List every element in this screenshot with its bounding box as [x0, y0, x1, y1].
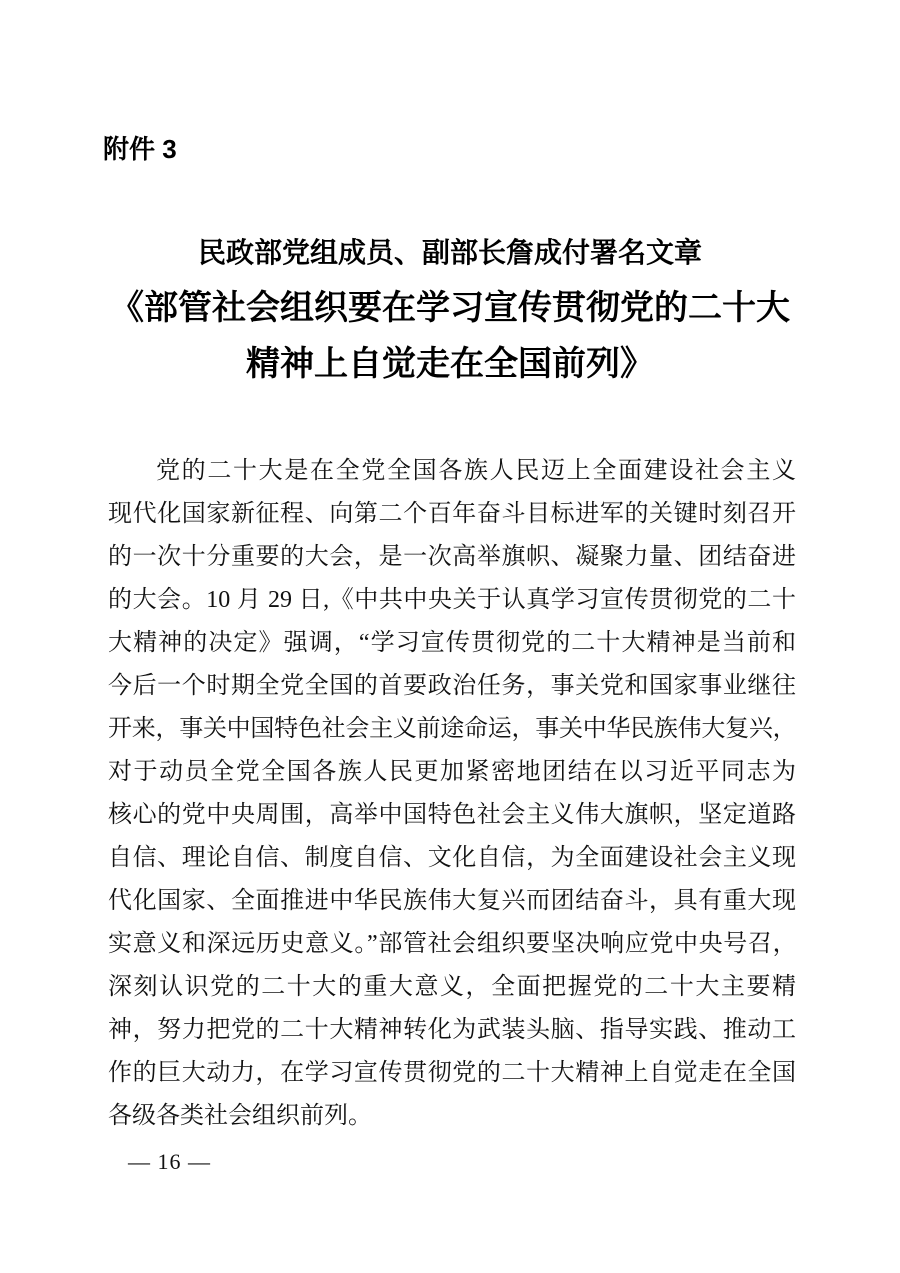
body-line: 实意义和深远历史意义。”部管社会组织要坚决响应党中央号召， — [108, 931, 796, 957]
body-line: 深刻认识党的二十大的重大意义，全面把握党的二十大主要精 — [108, 974, 796, 1000]
body-line: 的大会。10 月 29 日,《中共中央关于认真学习宣传贯彻党的二十 — [108, 587, 796, 613]
body-line: 大精神的决定》强调，“学习宣传贯彻党的二十大精神是当前和 — [108, 630, 796, 656]
body-line: 现代化国家新征程、向第二个百年奋斗目标进军的关键时刻召开 — [108, 501, 796, 527]
body-line: 各级各类社会组织前列。 — [108, 1103, 372, 1129]
article-title-line-1: 《部管社会组织要在学习宣传贯彻党的二十大 — [110, 290, 790, 327]
page-number: — 16 — — [128, 1149, 211, 1174]
body-line: 自信、理论自信、制度自信、文化自信，为全面建设社会主义现 — [108, 845, 796, 871]
body-line: 核心的党中央周围，高举中国特色社会主义伟大旗帜，坚定道路 — [108, 802, 796, 828]
article-title — [0, 281, 900, 393]
body-line: 今后一个时期全党全国的首要政治任务，事关党和国家事业继往 — [108, 673, 796, 699]
body-line: 党的二十大是在全党全国各族人民迈上全面建设社会主义 — [156, 458, 796, 484]
attachment-label: 附件 3 — [103, 134, 177, 164]
article-byline: 民政部党组成员、副部长詹成付署名文章 — [197, 237, 702, 268]
article-body — [108, 450, 796, 1138]
body-line: 开来，事关中国特色社会主义前途命运，事关中华民族伟大复兴， — [108, 716, 796, 742]
body-line: 代化国家、全面推进中华民族伟大复兴而团结奋斗，具有重大现 — [108, 888, 796, 914]
body-line: 对于动员全党全国各族人民更加紧密地团结在以习近平同志为 — [108, 759, 796, 785]
body-line: 的一次十分重要的大会，是一次高举旗帜、凝聚力量、团结奋进 — [108, 544, 796, 570]
article-title-line-2: 精神上自觉走在全国前列》 — [246, 346, 654, 383]
body-line: 神，努力把党的二十大精神转化为武装头脑、指导实践、推动工 — [108, 1017, 796, 1043]
body-line: 作的巨大动力，在学习宣传贯彻党的二十大精神上自觉走在全国 — [108, 1060, 796, 1086]
